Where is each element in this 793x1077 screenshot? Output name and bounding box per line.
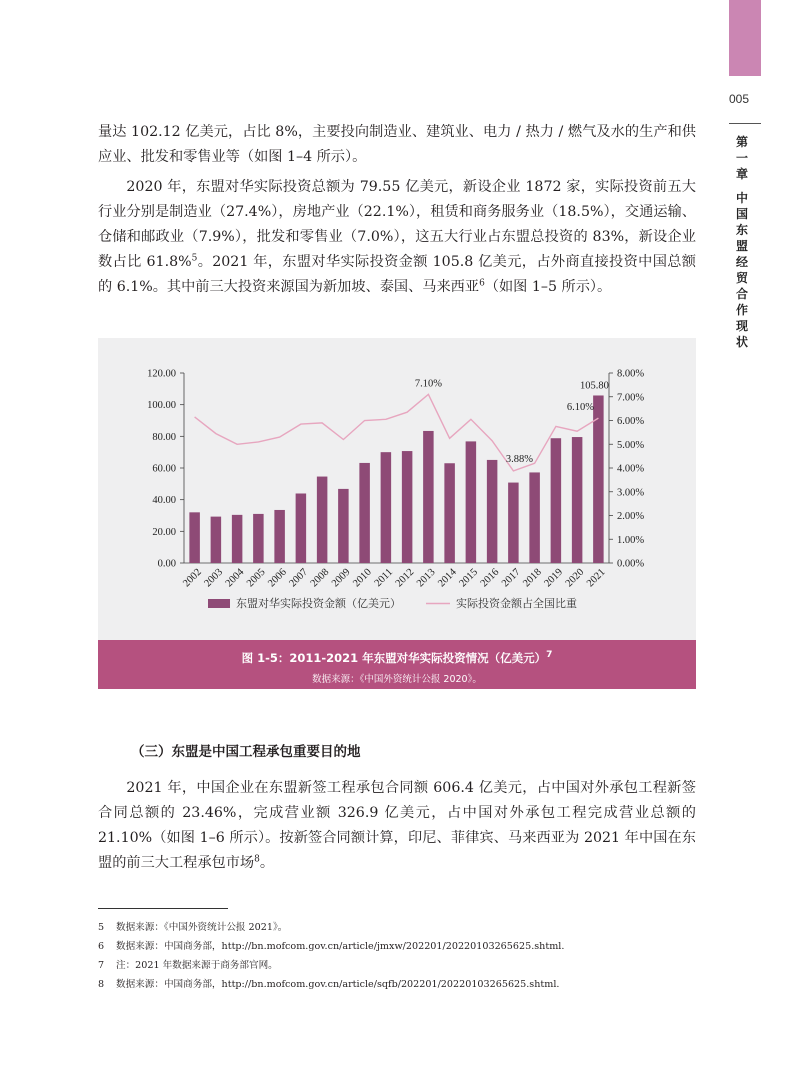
paragraph-2-part-b: 。2021 年，东盟对华实际投资金额 105.8 亿美元，占外商直接投资中国总额的 6.1%。其中前三大投资来源国为新加坡、泰国、马来西亚 <box>98 254 696 295</box>
bar-2002 <box>189 512 200 563</box>
x-tick-label-2021: 2021 <box>584 566 608 590</box>
y-right-tick-label: 7.00% <box>617 392 645 404</box>
bar-2010 <box>359 463 370 563</box>
chapter-title: 中国东盟经贸合作现状 <box>736 191 749 349</box>
bar-2015 <box>466 441 477 563</box>
bar-2012 <box>402 451 413 563</box>
y-left-tick-label: 60.00 <box>152 463 176 475</box>
paragraph-3-part-a: 2021 年，中国企业在东盟新签工程承包合同额 606.4 亿美元，占中国对外承包工程新签合同总额的 23.46%，完成营业额 326.9 亿美元，占中国对外承包工程完成营业总额的 21.10%（如图 1–6 所示）。按新签合同额计算，印尼、菲律宾、马来西亚为 2021 年中国在东盟的前三大工程承包市场 <box>98 780 696 871</box>
y-left-tick-label: 120.00 <box>147 368 176 380</box>
footnote-6 <box>98 937 698 956</box>
figure-1-5 <box>98 338 696 689</box>
y-right-tick-label: 0.00% <box>617 558 645 570</box>
footnote-number: 8 <box>98 979 105 990</box>
paragraph-2-part-c: （如图 1–5 所示）。 <box>484 279 612 295</box>
y-right-tick-label: 1.00% <box>617 534 645 546</box>
y-right-tick-label: 4.00% <box>617 463 645 475</box>
bar-2008 <box>317 477 328 563</box>
x-tick-label-2014: 2014 <box>436 566 459 590</box>
y-left-tick-label: 100.00 <box>147 400 176 412</box>
x-tick-label-2016: 2016 <box>478 566 502 590</box>
figure-caption-band <box>98 640 696 689</box>
y-left-tick-label: 20.00 <box>152 526 176 538</box>
x-tick-label-2008: 2008 <box>308 566 332 590</box>
x-tick-label-2005: 2005 <box>244 566 268 590</box>
x-tick-label-2009: 2009 <box>329 566 353 590</box>
x-tick-label-2006: 2006 <box>266 566 289 590</box>
footnote-ref-8[interactable]: 8 <box>254 854 260 865</box>
investment-chart <box>98 338 696 640</box>
bar-2019 <box>551 438 562 563</box>
legend-label-line: 实际投资金额占全国比重 <box>456 597 577 610</box>
paragraph-3-part-b: 。 <box>259 855 275 871</box>
x-tick-label-2019: 2019 <box>542 566 566 590</box>
figure-source: 数据来源：《中国外资统计公报 2020》。 <box>312 674 482 685</box>
x-tick-label-2017: 2017 <box>499 566 523 590</box>
bar-2020 <box>572 437 583 563</box>
x-tick-label-2013: 2013 <box>414 566 438 590</box>
footnote-7 <box>98 956 698 975</box>
bar-2017 <box>508 483 519 563</box>
bar-2011 <box>381 452 392 563</box>
footnotes <box>98 918 698 994</box>
data-label: 105.80 <box>579 380 609 392</box>
data-label: 7.10% <box>414 378 442 390</box>
bar-2007 <box>296 493 307 563</box>
figure-caption-text: 图 1-5：2011-2021 年东盟对华实际投资情况（亿美元） <box>241 651 547 665</box>
x-tick-label-2018: 2018 <box>521 566 544 590</box>
section-heading: （三）东盟是中国工程承包重要目的地 <box>131 744 361 760</box>
x-tick-label-2020: 2020 <box>563 566 587 590</box>
x-tick-label-2010: 2010 <box>351 566 374 590</box>
bar-2018 <box>529 472 540 563</box>
data-label: 6.10% <box>566 402 594 414</box>
bar-2006 <box>274 510 285 563</box>
data-label: 3.88% <box>505 453 533 465</box>
footnote-ref-6[interactable]: 6 <box>479 278 485 289</box>
bar-2009 <box>338 489 349 563</box>
y-left-tick-label: 80.00 <box>152 431 176 443</box>
x-tick-label-2012: 2012 <box>393 566 417 590</box>
bar-2014 <box>444 463 455 563</box>
x-tick-label-2011: 2011 <box>372 566 396 590</box>
bar-2013 <box>423 431 434 563</box>
footnote-rule <box>98 908 228 909</box>
chapter-tab <box>729 0 761 76</box>
share-line <box>195 394 599 471</box>
footnote-number: 5 <box>98 922 105 933</box>
figure-caption <box>98 650 696 666</box>
y-right-tick-label: 5.00% <box>617 439 645 451</box>
chapter-label: 第一章 <box>736 135 749 181</box>
paragraph-2 <box>98 175 696 300</box>
bar-2016 <box>487 460 498 563</box>
footnote-number: 7 <box>98 960 105 971</box>
y-right-tick-label: 8.00% <box>617 368 645 380</box>
footnote-5 <box>98 918 698 937</box>
footnote-text: 数据来源：中国商务部，http://bn.mofcom.gov.cn/article/sqfb/202201/20220103265625.shtml. <box>116 979 560 990</box>
paragraph-2-part-a: 2020 年，东盟对华实际投资总额为 79.55 亿美元，新设企业 1872 家，实际投资前五大行业分别是制造业（27.4%），房地产业（22.1%），租赁和商务服务业（18.5%），交通运输、仓储和邮政业（7.9%），批发和零售业（7.0%），这五大行业占东盟总投资的 83%，新设企业数占比 61.8% <box>98 179 696 270</box>
footnote-text: 数据来源：《中国外资统计公报 2021》。 <box>116 922 288 933</box>
footnote-number: 6 <box>98 941 105 952</box>
bar-2003 <box>211 517 222 563</box>
x-tick-label-2015: 2015 <box>457 566 481 590</box>
footnote-text: 数据来源：中国商务部，http://bn.mofcom.gov.cn/article/jmxw/202201/20220103265625.shtml. <box>116 941 565 952</box>
legend-label-bar: 东盟对华实际投资金额（亿美元） <box>236 597 401 610</box>
legend-swatch-bar <box>208 599 230 608</box>
margin-rule <box>729 123 761 124</box>
bar-2005 <box>253 514 264 563</box>
footnote-ref-5[interactable]: 5 <box>191 253 198 264</box>
x-tick-label-2007: 2007 <box>287 566 311 590</box>
footnote-text: 注：2021 年数据来源于商务部官网。 <box>116 960 278 971</box>
x-tick-label-2003: 2003 <box>202 566 226 590</box>
y-left-tick-label: 40.00 <box>152 495 176 507</box>
paragraph-3 <box>98 776 696 876</box>
y-left-tick-label: 0.00 <box>157 558 176 570</box>
bar-2004 <box>232 515 243 563</box>
chapter-side-title <box>736 134 752 350</box>
x-tick-label-2004: 2004 <box>223 566 247 590</box>
page-number: 005 <box>729 92 750 106</box>
y-right-tick-label: 2.00% <box>617 511 645 522</box>
footnote-8 <box>98 975 698 994</box>
paragraph-1: 量达 102.12 亿美元，占比 8%，主要投向制造业、建筑业、电力 / 热力 / 燃气及水的生产和供应业、批发和零售业等（如图 1–4 所示）。 <box>98 124 696 165</box>
footnote-ref-7[interactable]: 7 <box>546 650 553 661</box>
x-tick-label-2002: 2002 <box>181 566 204 590</box>
y-right-tick-label: 3.00% <box>617 487 645 499</box>
y-right-tick-label: 6.00% <box>617 416 645 427</box>
